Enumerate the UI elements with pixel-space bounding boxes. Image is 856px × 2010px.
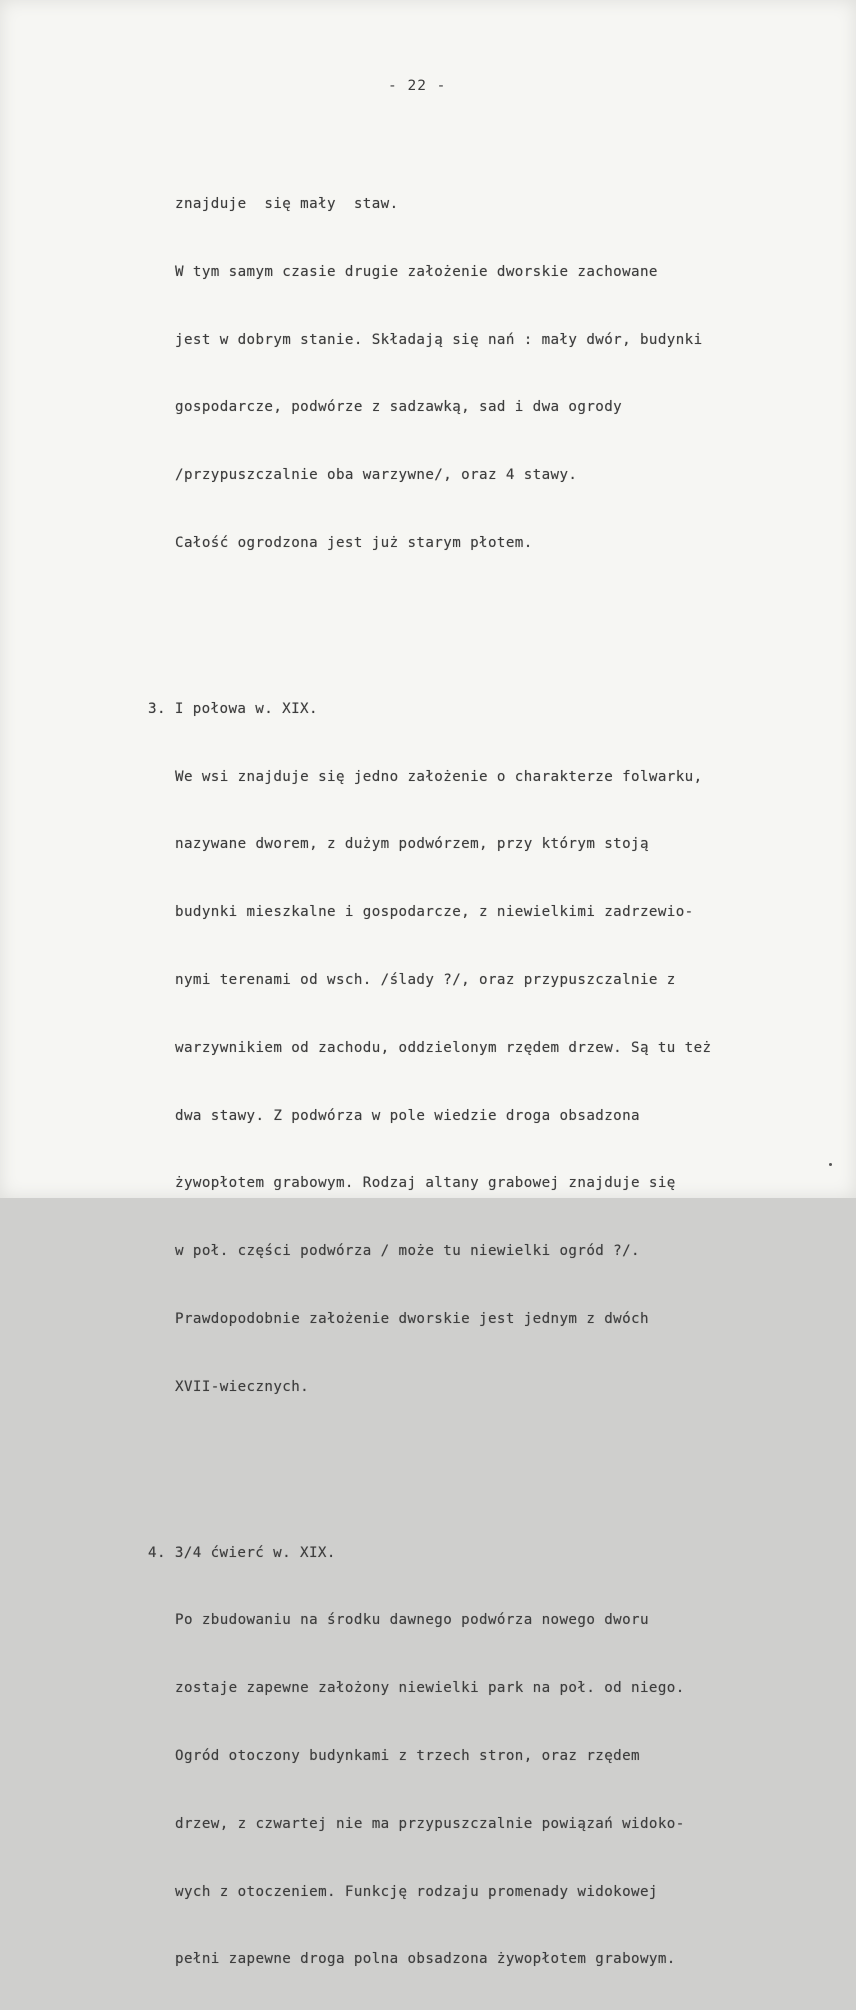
text-line: znajduje się mały staw. bbox=[175, 196, 399, 212]
text-line: budynki mieszkalne i gospodarcze, z niewielkimi zadrzewio- bbox=[175, 904, 694, 921]
page-number: - 22 - bbox=[388, 78, 447, 94]
text-line: Całość ogrodzona jest już starym płotem. bbox=[175, 534, 533, 551]
text-line: żywopłotem grabowym. Rodzaj altany grabowej znajduje się bbox=[175, 1175, 676, 1192]
text-line: Po zbudowaniu na środku dawnego podwórza nowego dworu bbox=[175, 1612, 649, 1629]
section-heading: 3. I połowa w. XIX. bbox=[148, 700, 318, 717]
text-line: nazywane dworem, z dużym podwórzem, przy którym stoją bbox=[175, 836, 649, 853]
text-line: Prawdopodobnie założenie dworskie jest jednym z dwóch bbox=[175, 1310, 649, 1327]
text-line: drzew, z czwartej nie ma przypuszczalnie powiązań widoko- bbox=[175, 1815, 685, 1832]
document-body bbox=[148, 139, 712, 2010]
text-line: gospodarcze, podwórze z sadzawką, sad i dwa ogrody bbox=[175, 399, 623, 416]
text-line: /przypuszczalnie oba warzywne/, oraz 4 stawy. bbox=[175, 467, 578, 484]
text-line: wych z otoczeniem. Funkcję rodzaju promenady widokowej bbox=[175, 1883, 658, 1900]
text-line: jest w dobrym stanie. Składają się nań : mały dwór, budynki bbox=[175, 331, 703, 348]
text-line: nymi terenami od wsch. /ślady ?/, oraz przypuszczalnie z bbox=[175, 971, 676, 988]
text-line: warzywnikiem od zachodu, oddzielonym rzędem drzew. Są tu też bbox=[175, 1039, 712, 1056]
section-heading: 4. 3/4 ćwierć w. XIX. bbox=[148, 1544, 336, 1561]
text-line: w poł. części podwórza / może tu niewielki ogród ?/. bbox=[175, 1243, 640, 1260]
text-line: dwa stawy. Z podwórza w pole wiedzie droga obsadzona bbox=[175, 1107, 640, 1124]
text-line: We wsi znajduje się jedno założenie o charakterze folwarku, bbox=[175, 768, 703, 785]
text-line: XVII-wiecznych. bbox=[175, 1378, 310, 1395]
text-line: pełni zapewne droga polna obsadzona żywopłotem grabowym. bbox=[175, 1951, 676, 1968]
text-line: zostaje zapewne założony niewielki park na poł. od niego. bbox=[175, 1680, 685, 1697]
text-line: Ogród otoczony budynkami z trzech stron, oraz rzędem bbox=[175, 1747, 640, 1764]
text-line: W tym samym czasie drugie założenie dworskie zachowane bbox=[175, 263, 658, 280]
ink-speck bbox=[829, 1163, 832, 1166]
